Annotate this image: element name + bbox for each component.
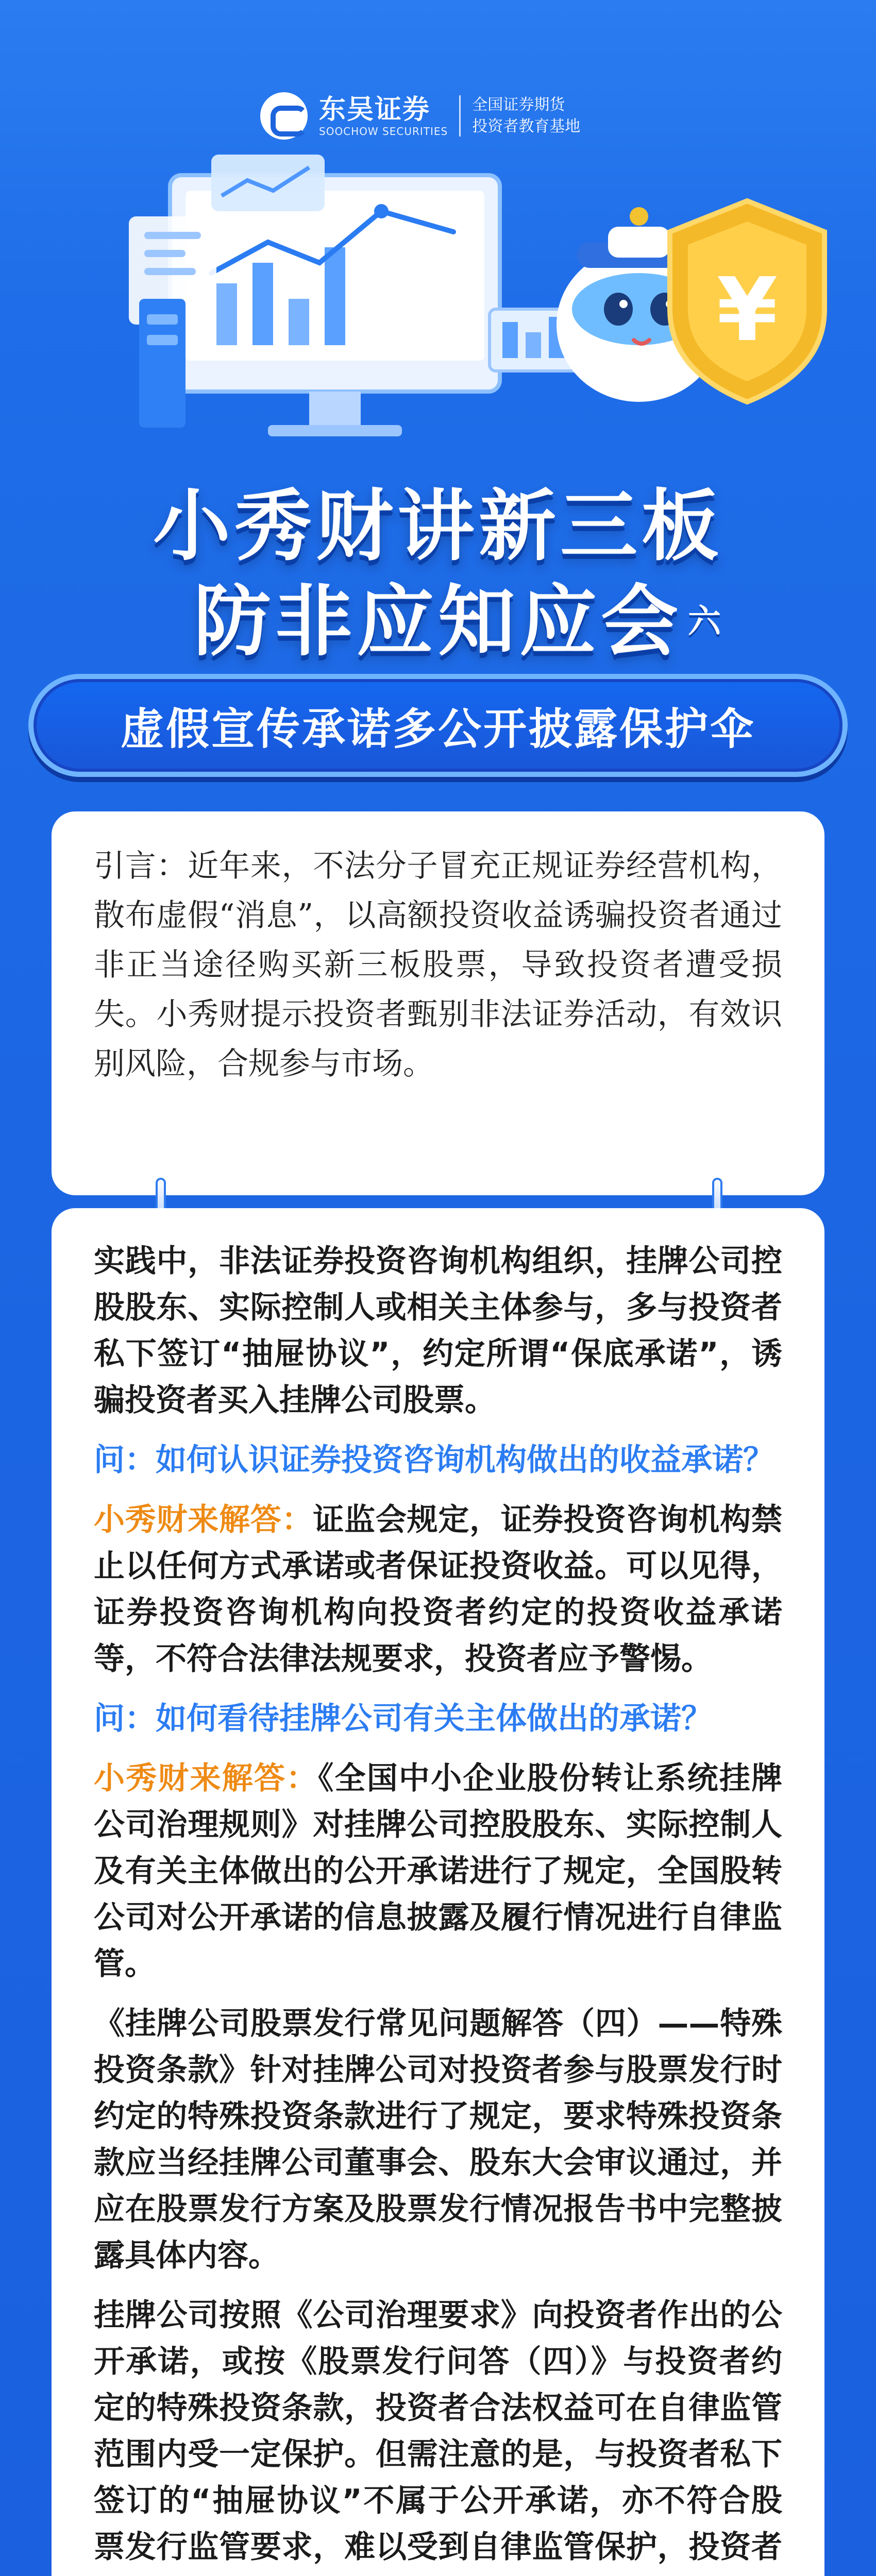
brand-tagline-line-2: 投资者教育基地 <box>472 117 581 135</box>
answer-label: 小秀财来解答： <box>94 1502 313 1538</box>
answer-label: 小秀财来解答： <box>94 1760 318 1797</box>
brand-divider <box>459 95 461 137</box>
question-2: 问：如何看待挂牌公司有关主体做出的承诺？ <box>94 1701 712 1737</box>
answer-2 <box>94 1755 782 1987</box>
chart-card-icon <box>211 155 325 211</box>
brand-name-cn: 东吴证券 <box>319 94 431 125</box>
hero-title-line-2: 防非应知应会 <box>193 577 682 667</box>
paragraph-drawer-agreement: 挂牌公司按照《公司治理要求》向投资者作出的公开承诺，或按《股票发行问答（四）》与投资者约定的特殊投资条款，投资者合法权益可在自律监管范围内受一定保护。但需注意的是，与投资者私下签订的“抽屉协议”不属于公开承诺，亦不符合股票发行监管要求，难以受到自律监管保护，投资者 <box>94 2297 782 2565</box>
server-rack-icon <box>139 299 186 428</box>
brand-tagline-line-1: 全国证券期货 <box>472 96 565 114</box>
brand-header <box>260 90 580 142</box>
question-1: 问：如何认识证券投资咨询机构做出的收益承诺？ <box>94 1442 774 1478</box>
brand-tagline <box>472 94 580 138</box>
hero-title-line-1: 小秀财讲新三板 <box>153 482 723 571</box>
brand-logo-icon <box>260 92 308 140</box>
brand-name <box>319 94 448 138</box>
subtitle-banner <box>28 674 848 777</box>
answer-1 <box>94 1497 782 1682</box>
answer-1-text: 证监会规定，证券投资咨询机构禁止以任何方式承诺或者保证投资收益。可以见得，证券投资咨询机构向投资者约定的投资收益承诺等，不符合法律法规要求，投资者应予警惕。 <box>94 1502 783 1677</box>
intro-card <box>52 811 824 1195</box>
paragraph-special-terms: 《挂牌公司股票发行常见问题解答（四）——特殊投资条款》针对挂牌公司对投资者参与股票发行时约定的特殊投资条款进行了规定，要求特殊投资条款应当经挂牌公司董事会、股东大会审议通过，并应在股票发行方案及股票发行情况报告书中完整披露具体内容。 <box>94 2006 782 2274</box>
answer-2-text: 《全国中小企业股份转让系统挂牌公司治理规则》对挂牌公司控股股东、实际控制人及有关主体做出的公开承诺进行了规定，全国股转公司对公开承诺的信息披露及履行情况进行自律监管。 <box>94 1760 783 1982</box>
content-card <box>52 1208 824 2576</box>
episode-badge: 六 <box>688 603 721 641</box>
hero-illustration <box>0 155 876 474</box>
subtitle-text: 虚假宣传承诺多公开披露保护伞 <box>120 703 755 754</box>
monitor-icon <box>170 175 500 436</box>
brand-name-en: SOOCHOW SECURITIES <box>319 125 448 138</box>
paragraph-practice: 实践中，非法证券投资咨询机构组织，挂牌公司控股股东、实际控制人或相关主体参与，多与投资者私下签订“抽屉协议”，约定所谓“保底承诺”，诱骗投资者买入挂牌公司股票。 <box>94 1243 782 1418</box>
svg-text:¥: ¥ <box>716 259 778 361</box>
intro-text: 引言：近年来，不法分子冒充正规证券经营机构，散布虚假“消息”，以高额投资收益诱骗投资者通过非正当途径购买新三板股票，导致投资者遭受损失。小秀财提示投资者甄别非法证券活动，有效识别风险，合规参与市场。 <box>94 848 782 1082</box>
